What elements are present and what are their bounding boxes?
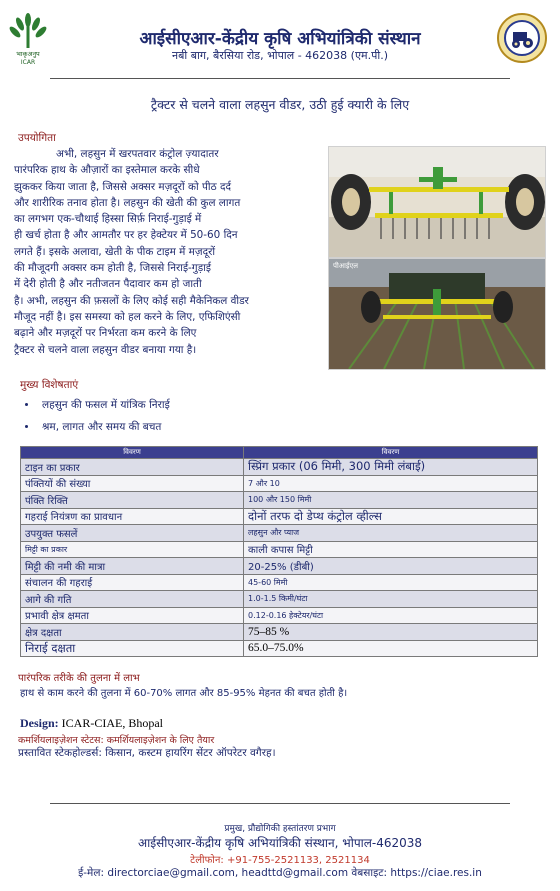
utility-line: झुककर किया जाता है, जिससे अक्सर मज़दूरों को पीठ दर्द (14, 180, 231, 193)
table-header-row (21, 447, 538, 459)
design-value: ICAR-CIAE, Bhopal (61, 716, 163, 730)
footer-division: प्रमुख, प्रौद्योगिकी हस्तांतरण प्रभाग (224, 824, 336, 834)
table-row (21, 541, 538, 558)
spec-value: 65.0–75.0% (244, 640, 538, 657)
spec-value: 45-60 मिमी (244, 574, 538, 591)
spec-value: स्प्रिंग प्रकार (06 मिमी, 300 मिमी लंबाई) (244, 459, 538, 476)
table-row (21, 459, 538, 476)
table-row (21, 508, 538, 525)
feature-item (38, 420, 320, 434)
table-row (21, 525, 538, 542)
feature-text: श्रम, लागत और समय की बचत (42, 421, 162, 433)
footer-contact: ई-मेल: directorciae@gmail.com, headttd@gmail.com वेबसाइट: https://ciae.res.in (78, 867, 482, 879)
footer-divider (50, 803, 510, 804)
feature-item (38, 398, 320, 412)
spec-value: काली कपास मिट्टी (244, 541, 538, 558)
spec-value: 100 और 150 मिमी (244, 492, 538, 509)
institute-title: आईसीएआर-केंद्रीय कृषि अभियांत्रिकी संस्थान (139, 29, 421, 49)
spec-value: दोनों तरफ दो डेप्थ कंट्रोल व्हील्स (244, 508, 538, 525)
weeder-photo-front (328, 146, 546, 258)
benefit-heading: पारंपरिक तरीके की तुलना में लाभ (18, 673, 140, 684)
document-title: ट्रैक्टर से चलने वाला लहसुन वीडर, उठी हुई क्यारी के लिए (150, 97, 410, 112)
features-heading: मुख्य विशेषताएं (20, 379, 79, 391)
photo-caption: पीआईएल (333, 262, 358, 270)
stakeholders: प्रस्तावित स्टेकहोल्डर्स: किसान, कस्टम हायरिंग सेंटर ऑपरेटर वगैरह। (18, 747, 276, 759)
spec-label: पंक्तियों की संख्या (21, 475, 244, 492)
utility-line: की मौजूदगी अक्सर कम होती है, जिससे निराई-गुड़ाई (14, 262, 212, 275)
table-row (21, 591, 538, 608)
commercialization-status: कमर्शियलाइज़ेशन स्टेटस: कमर्शियलाइज़ेशन के लिए तैयार (18, 735, 215, 746)
spec-label: निराई दक्षता (21, 640, 244, 657)
utility-heading: उपयोगिता (18, 132, 56, 144)
spec-value: लहसुन और प्याज (244, 525, 538, 542)
table-row (21, 475, 538, 492)
spec-value: 75–85 % (244, 624, 538, 641)
spec-label: मिट्टी की नमी की मात्रा (21, 558, 244, 575)
spec-label: संचालन की गहराई (21, 574, 244, 591)
utility-line: बढ़ाने और मज़दूरों पर निर्भरता कम करने के लिए (14, 327, 197, 340)
spec-value: 7 और 10 (244, 475, 538, 492)
footer-institute: आईसीएआर-केंद्रीय कृषि अभियांत्रिकी संस्थान, भोपाल-462038 (137, 836, 423, 850)
table-row (21, 492, 538, 509)
utility-line: का लगभग एक-चौथाई हिस्सा सिर्फ़ निराई-गुड़ाई में (14, 213, 202, 226)
utility-paragraph (14, 146, 330, 358)
ciae-logo (496, 12, 548, 64)
spec-label: टाइन का प्रकार (21, 459, 244, 476)
weeder-photo-field (328, 258, 546, 370)
table-row (21, 607, 538, 624)
table-row (21, 640, 538, 657)
table-row (21, 624, 538, 641)
table-row (21, 574, 538, 591)
utility-line: है। अभी, लहसुन की फ़सलों के लिए कोई सही मैकेनिकल वीडर (14, 294, 249, 307)
utility-line: लगते हैं। इसके अलावा, खेती के पीक टाइम में मज़दूरों (14, 245, 216, 258)
benefit-text: हाथ से काम करने की तुलना में 60-70% लागत और 85-95% मेहनत की बचत होती है। (20, 688, 348, 699)
table-header: विवरण (21, 447, 244, 459)
svg-text:ICAR: ICAR (20, 59, 36, 66)
spec-label: प्रभावी क्षेत्र क्षमता (21, 607, 244, 624)
spec-label: मिट्टी का प्रकार (21, 541, 244, 558)
table-row (21, 558, 538, 575)
spec-label: पंक्ति रिक्ति (21, 492, 244, 509)
header-divider (50, 78, 510, 79)
feature-text: लहसुन की फसल में यांत्रिक निराई (42, 399, 170, 411)
utility-line: ट्रैक्टर से चलने वाला लहसुन वीडर बनाया गया है। (14, 343, 197, 356)
spec-label: गहराई नियंत्रण का प्रावधान (21, 508, 244, 525)
utility-line: और शारीरिक तनाव होता है। लहसुन की खेती की कुल लागत (14, 196, 241, 209)
design-label: Design: (20, 716, 59, 730)
table-header: विवरण (244, 447, 538, 459)
utility-line: ही खर्च होता है और आमतौर पर हर हेक्टेयर में 50-60 दिन (14, 229, 238, 242)
footer-phone: टेलीफोन: +91-755-2521133, 2521134 (190, 855, 370, 866)
spec-label: उपयुक्त फसलें (21, 525, 244, 542)
spec-label: क्षेत्र दक्षता (21, 624, 244, 641)
utility-line: अभी, लहसुन में खरपतवार कंट्रोल ज़्यादातर (56, 148, 219, 160)
specifications-table (20, 446, 538, 657)
utility-line: पारंपरिक हाथ के औज़ारों का इस्तेमाल करके सीधे (14, 164, 200, 177)
key-features (20, 378, 320, 442)
svg-text:भाकृअनुप: भाकृअनुप (16, 50, 40, 58)
spec-label: आगे की गति (21, 591, 244, 608)
design-credit (20, 716, 163, 731)
institute-address: नबी बाग, बैरसिया रोड, भोपाल - 462038 (एम.पी.) (172, 49, 388, 62)
spec-value: 20-25% (डीबी) (244, 558, 538, 575)
utility-line: में देरी होती है और नतीजतन पैदावार कम हो जाती (14, 278, 202, 291)
spec-value: 0.12-0.16 हेक्टेयर/घंटा (244, 607, 538, 624)
spec-value: 1.0-1.5 किमी/घंटा (244, 591, 538, 608)
utility-line: मौजूद नहीं है। इस समस्या को हल करने के लिए, एफिशिएंसी (14, 310, 241, 323)
